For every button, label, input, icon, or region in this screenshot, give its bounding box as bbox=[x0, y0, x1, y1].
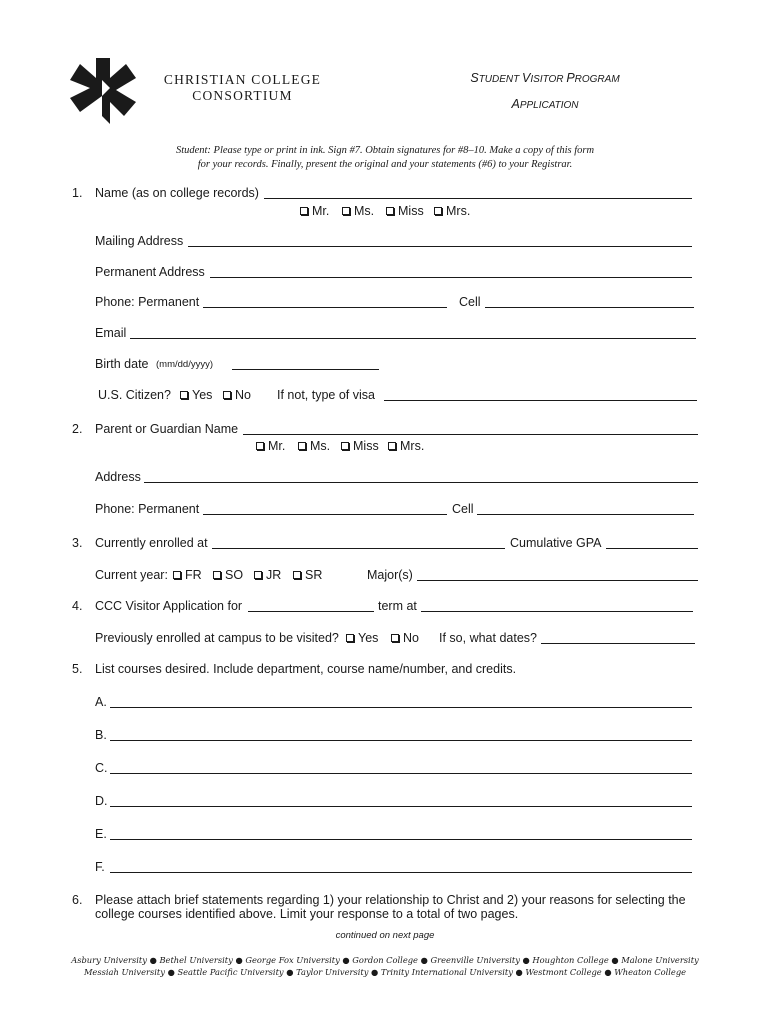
q2-title-options bbox=[0, 439, 770, 455]
guardian-phone-row bbox=[0, 502, 770, 518]
guardian-title-miss-option[interactable]: Miss bbox=[341, 439, 379, 453]
previously-enrolled-label: Previously enrolled at campus to be visited? bbox=[95, 631, 339, 645]
mailing-address-row bbox=[0, 234, 770, 250]
guardian-name-field[interactable] bbox=[243, 422, 698, 435]
checkbox-icon bbox=[293, 571, 301, 579]
q5-row bbox=[0, 662, 770, 678]
course-row-f bbox=[0, 860, 770, 876]
course-f-label: F. bbox=[95, 860, 105, 874]
course-a-field[interactable] bbox=[110, 695, 692, 708]
previous-yes-option[interactable]: Yes bbox=[346, 631, 378, 645]
year-jr-option[interactable]: JR bbox=[254, 568, 281, 582]
org-line-2: CONSORTIUM bbox=[192, 88, 293, 103]
citizen-label: U.S. Citizen? bbox=[98, 388, 171, 402]
checkbox-icon bbox=[254, 571, 262, 579]
birth-date-label: Birth date bbox=[95, 357, 149, 371]
course-f-field[interactable] bbox=[110, 860, 692, 873]
permanent-address-label: Permanent Address bbox=[95, 265, 205, 279]
q1-name-row bbox=[0, 186, 770, 202]
course-row-b bbox=[0, 728, 770, 744]
consortium-logo-icon bbox=[66, 56, 138, 126]
q1-number: 1. bbox=[72, 186, 83, 200]
guardian-title-mrs-option[interactable]: Mrs. bbox=[388, 439, 424, 453]
guardian-phone-label: Phone: Permanent bbox=[95, 502, 200, 516]
visa-field[interactable] bbox=[384, 388, 697, 401]
q5-number: 5. bbox=[72, 662, 83, 676]
checkbox-icon bbox=[298, 442, 306, 450]
title-mrs-option[interactable]: Mrs. bbox=[434, 204, 470, 218]
citizen-no-option[interactable]: No bbox=[223, 388, 251, 402]
email-row bbox=[0, 326, 770, 342]
birth-date-row bbox=[0, 357, 770, 373]
checkbox-icon bbox=[173, 571, 181, 579]
q6-number: 6. bbox=[72, 893, 83, 907]
course-c-field[interactable] bbox=[110, 761, 692, 774]
enrolled-at-label: Currently enrolled at bbox=[95, 536, 208, 550]
course-b-field[interactable] bbox=[110, 728, 692, 741]
dates-label: If so, what dates? bbox=[439, 631, 537, 645]
guardian-title-mr-option[interactable]: Mr. bbox=[256, 439, 285, 453]
previous-no-option[interactable]: No bbox=[391, 631, 419, 645]
email-label: Email bbox=[95, 326, 127, 340]
visitor-application-label: CCC Visitor Application for bbox=[95, 599, 243, 613]
q2-guardian-row bbox=[0, 422, 770, 438]
citizen-yes-option[interactable]: Yes bbox=[180, 388, 212, 402]
q2-number: 2. bbox=[72, 422, 83, 436]
footer-line-1: Asbury University ● Bethel University ● George Fox University ● Gordon College ● Greenville University ● Houghton College ● Malone University bbox=[71, 955, 699, 965]
application-term-field[interactable] bbox=[248, 599, 374, 612]
q3-year-row bbox=[0, 568, 770, 584]
cell-field[interactable] bbox=[485, 295, 694, 308]
footer-line-2: Messiah University ● Seattle Pacific University ● Taylor University ● Trinity International University ● Westmont College ● Wheaton College bbox=[83, 967, 687, 977]
continued-note: continued on next page bbox=[335, 930, 435, 941]
course-e-label: E. bbox=[95, 827, 107, 841]
course-row-a bbox=[0, 695, 770, 711]
cell-label: Cell bbox=[459, 295, 481, 309]
year-fr-option[interactable]: FR bbox=[173, 568, 202, 582]
major-label: Major(s) bbox=[367, 568, 413, 582]
enrolled-at-field[interactable] bbox=[212, 536, 505, 549]
program-title bbox=[440, 66, 650, 118]
q4-application-row bbox=[0, 599, 770, 615]
title-mr-option[interactable]: Mr. bbox=[300, 204, 329, 218]
email-field[interactable] bbox=[130, 326, 696, 339]
gpa-label: Cumulative GPA bbox=[510, 536, 602, 550]
title-miss-option[interactable]: Miss bbox=[386, 204, 424, 218]
checkbox-icon bbox=[300, 207, 308, 215]
checkbox-icon bbox=[213, 571, 221, 579]
guardian-cell-field[interactable] bbox=[477, 502, 694, 515]
courses-label: List courses desired. Include department, course name/number, and credits. bbox=[95, 662, 517, 676]
course-row-d bbox=[0, 794, 770, 810]
year-so-option[interactable]: SO bbox=[213, 568, 243, 582]
guardian-address-field[interactable] bbox=[144, 470, 698, 483]
q3-enrolled-row bbox=[0, 536, 770, 552]
citizen-row bbox=[0, 388, 770, 404]
q4-previous-row bbox=[0, 631, 770, 647]
title-ms-option[interactable]: Ms. bbox=[342, 204, 374, 218]
current-year-label: Current year: bbox=[95, 568, 168, 582]
birth-date-field[interactable] bbox=[232, 357, 379, 370]
program-title-line-1: STUDENT VISITOR PROGRAM bbox=[470, 71, 620, 85]
course-e-field[interactable] bbox=[110, 827, 692, 840]
checkbox-icon bbox=[346, 634, 354, 642]
member-colleges-footer bbox=[60, 954, 710, 978]
mailing-address-label: Mailing Address bbox=[95, 234, 184, 248]
guardian-phone-field[interactable] bbox=[203, 502, 447, 515]
campus-field[interactable] bbox=[421, 599, 693, 612]
organization-name bbox=[150, 72, 335, 104]
checkbox-icon bbox=[180, 391, 188, 399]
instructions bbox=[100, 144, 670, 172]
permanent-address-row bbox=[0, 265, 770, 281]
program-title-line-2: APPLICATION bbox=[511, 97, 579, 111]
name-field[interactable] bbox=[264, 186, 692, 199]
phone-permanent-field[interactable] bbox=[203, 295, 447, 308]
course-d-field[interactable] bbox=[110, 794, 692, 807]
visa-label: If not, type of visa bbox=[277, 388, 375, 402]
course-row-e bbox=[0, 827, 770, 843]
instructions-line-2: for your records. Finally, present the original and your statements (#6) to your Registrar. bbox=[197, 159, 573, 170]
checkbox-icon bbox=[342, 207, 350, 215]
name-label: Name (as on college records) bbox=[95, 186, 259, 200]
q3-number: 3. bbox=[72, 536, 83, 550]
checkbox-icon bbox=[386, 207, 394, 215]
guardian-address-label: Address bbox=[95, 470, 141, 484]
permanent-address-field[interactable] bbox=[210, 265, 692, 278]
year-sr-option[interactable]: SR bbox=[293, 568, 322, 582]
instructions-line-1: Student: Please type or print in ink. Sign #7. Obtain signatures for #8–10. Make a copy of this form bbox=[175, 145, 595, 156]
birth-date-hint: (mm/dd/yyyy) bbox=[156, 359, 213, 370]
mailing-address-field[interactable] bbox=[188, 234, 692, 247]
guardian-title-ms-option[interactable]: Ms. bbox=[298, 439, 330, 453]
major-field[interactable] bbox=[417, 568, 698, 581]
q4-number: 4. bbox=[72, 599, 83, 613]
org-line-1: CHRISTIAN COLLEGE bbox=[163, 72, 322, 87]
checkbox-icon bbox=[223, 391, 231, 399]
phone-label: Phone: Permanent bbox=[95, 295, 200, 309]
gpa-field[interactable] bbox=[606, 536, 698, 549]
checkbox-icon bbox=[341, 442, 349, 450]
statement-instructions: Please attach brief statements regarding 1) your relationship to Christ and 2) your reasons for selecting the college courses identified above. Limit your response to a total of two pages. bbox=[95, 893, 686, 921]
dates-field[interactable] bbox=[541, 631, 695, 644]
course-c-label: C. bbox=[95, 761, 108, 775]
guardian-cell-label: Cell bbox=[452, 502, 474, 516]
course-b-label: B. bbox=[95, 728, 107, 742]
checkbox-icon bbox=[388, 442, 396, 450]
term-at-label: term at bbox=[378, 599, 417, 613]
course-d-label: D. bbox=[95, 794, 108, 808]
course-a-label: A. bbox=[95, 695, 107, 709]
q1-title-options bbox=[0, 204, 770, 220]
course-row-c bbox=[0, 761, 770, 777]
checkbox-icon bbox=[256, 442, 264, 450]
checkbox-icon bbox=[434, 207, 442, 215]
phone-row bbox=[0, 295, 770, 311]
guardian-address-row bbox=[0, 470, 770, 486]
guardian-name-label: Parent or Guardian Name bbox=[95, 422, 239, 436]
checkbox-icon bbox=[391, 634, 399, 642]
